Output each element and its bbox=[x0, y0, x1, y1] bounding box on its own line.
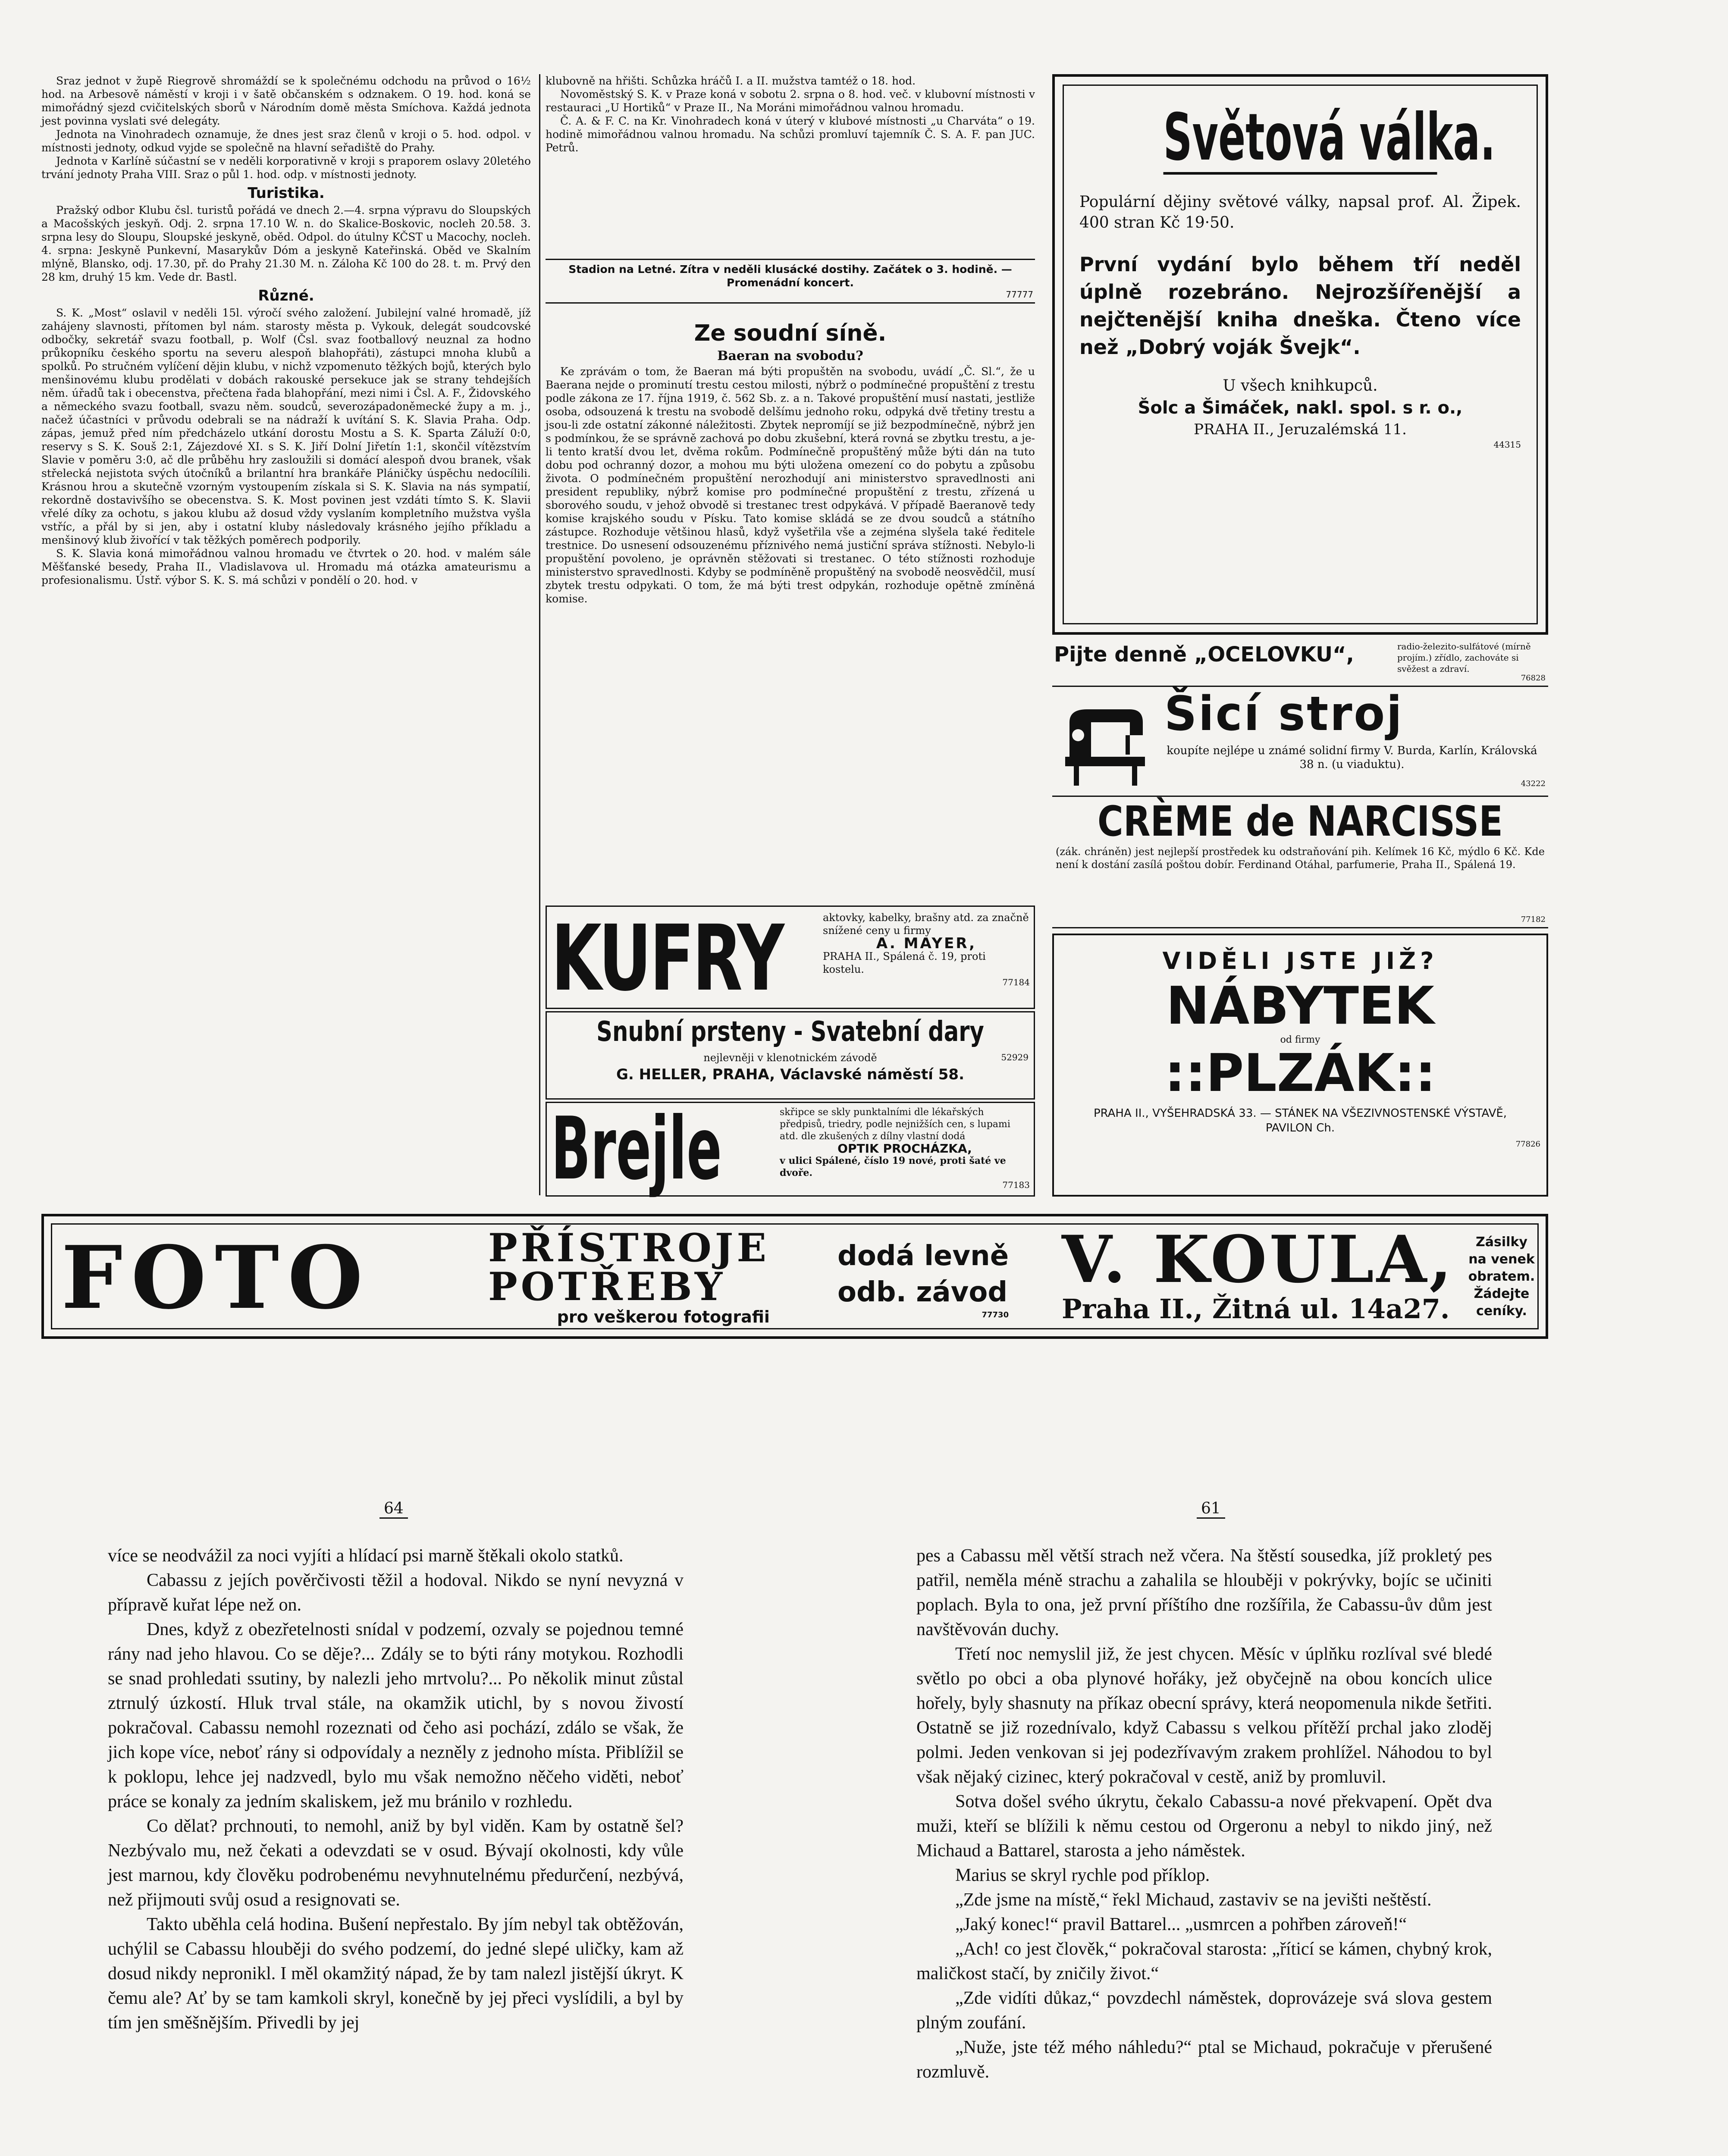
foto-address: Praha II., Žitná ul. 14a27. bbox=[1062, 1293, 1450, 1325]
ocelovka-side: radio-železito-sulfátové (mírně projím.) zřídlo, zachováte si svěžest a zdraví. bbox=[1397, 641, 1531, 674]
foto-doda: dodá levně bbox=[837, 1240, 1009, 1272]
prsteny-number: 52929 bbox=[1001, 1052, 1029, 1062]
article-karlin: Jednota v Karlíně súčastní se v neděli korporativně v kroji s praporem oslavy 20letého trvání jednoty Praha VIII. Sraz o půl 1. hod. odp. v místnosti jednoty. bbox=[41, 155, 531, 181]
book-paragraph: „Zde vidíti důkaz,“ povzdechl náměstek, doprovázeje svá slova gestem plným zoufání. bbox=[916, 1988, 1492, 2033]
creme-number: 77182 bbox=[1521, 915, 1546, 924]
nabytek-name: ::PLZÁK:: bbox=[1164, 1044, 1436, 1103]
creme-text: (zák. chráněn) jest nejlepší prostředek ku odstraňování pih. Kelímek 16 Kč, mýdlo 6 Kč. Kde není k dostání zasílá poštou dobír. Ferdinand Otáhal, parfumerie, Praha II., Spálená 19. bbox=[1056, 846, 1545, 871]
book-paragraph: „Jaký konec!“ pravil Battarel... „usmrcen a pohřben zároveň!“ bbox=[955, 1915, 1407, 1934]
ad-brejle bbox=[546, 1099, 1035, 1199]
book-paragraph: „Nuže, jste též mého náhledu?“ ptal se Michaud, pokračuje v přerušené rozmluvě. bbox=[916, 2037, 1492, 2082]
nabytek-line1: VIDĚLI JSTE JIŽ? bbox=[1162, 947, 1438, 975]
court-section bbox=[546, 319, 1035, 605]
brejle-number: 77183 bbox=[1002, 1180, 1030, 1190]
article-sk-slavia: S. K. Slavia koná mimořádnou valnou hromadu ve čtvrtek o 20. hod. v malém sále Měšťanské besedy, Praha II., Vladislavova ul. Hromadu má otázka amateurismu a profesionalismu. Ústř. výbor S. K. S. má schůzi v pondělí o 20. hod. v bbox=[41, 547, 531, 586]
article-riegrova: Sraz jednot v župě Riegrově shromáždí se k společnému odchodu na průvod o 16½ hod. na Arbesově náměstí v kroji i v šatě občanském s odznakem. O 19. hod. koná se mimořádný sjezd cvičitelských sborů v Národním domě města Smíchova. Každá jednota jest povinna vyslati své delegáty. bbox=[41, 75, 531, 127]
sici-text: koupíte nejlépe u známé solidní firmy V. Burda, Karlín, Královská 38 n. (u viaduktu). bbox=[1167, 744, 1537, 771]
article-caf: Č. A. & F. C. na Kr. Vinohradech koná v úterý v klubové místnosti „u Charváta“ o 19. hodině mimořádnou valnou hromadu. Na schůzi promluví tajemník Č. S. A. F. pan JUC. Petrů. bbox=[546, 115, 1035, 154]
article-turiste: Pražský odbor Klubu čsl. turistů pořádá ve dnech 2.—4. srpna výpravu do Sloupských a Macošských jeskyň. Odj. 2. srpna 17.10 W. n. do Skalice-Boskovic, nocleh 20.58. 3. srpna lesy do Sloupu, Sloupské jeskyně, oběd. Odpol. do útulny KČST u Macochy, nocleh. 4. srpna: Jeskyně Punkevní, Masarykův Dóm a jeskyně Kateřinská. Oběd ve Skalním mlýně, Blansko, odj. 17.30, př. do Prahy 21.30 M. n. Záloha Kč 100 do 28. t. m. Prvý den 28 km, druhý 15 km. Vede dr. Bastl. bbox=[41, 204, 531, 283]
kufry-word: KUFRY bbox=[551, 906, 783, 1011]
foto-line2: POTŘEBY bbox=[488, 1264, 726, 1310]
article-baeran: Ke zprávám o tom, že Baeran má býti propuštěn na svobodu, uvádí „Č. Sl.“, že u Baerana nejde o prominutí trestu cestou milosti, nýbrž o podmínečné propuštění z trestu podle zákona ze 17. října 1919, č. 562 Sb. z. a n. Takové propuštění musí nastati, jestliže osoba, odsouzená k trestu na svobodě delšímu jednoho roku, odpyká dvě třetiny trestu a jsou-li zde ostatní zákonné náležitosti. Zbytek nepromíjí se již bezpodmínečně, nýbrž jen s podmínkou, že se správně zachová po dobu zkušební, která rovná se zbytku trestu, a je-li tento kratší dvou let, dvěma rokům. Podmínečně propuštěný může býti dán na tuto dobu pod ochranný dozor, a mohou mu býti uložena omezení co do pobytu a způsobu života. O podmínečném propuštění nerozhodují ani ministerstvo spravedlnosti ani president republiky, nýbrž komise pro podmínečné propuštění z trestu, zřízená u sborového soudu, v jehož obvodě si trestanec trest odpykává. V případě Baeranově tedy komise krajského soudu v Písku. Tato komise skládá se ze dvou soudců a státního zástupce. Rozhoduje většinou hlasů, když vyšetřila vše a zejména slyšela také ředitele trestnice. Do usnesení odsouzenému příznivého nemá justiční správa stížnosti. Nebylo-li propuštění povoleno, je oprávněn stěžovati si trestanec. O této stížnosti rozhoduje ministerstvo spravedlnosti. Kdyby se podmíněně propuštěný na svobodě neosvědčil, musí zbytek trestu odpykati. O tom, že má býti trest odpykán, rozhoduje opětně zmíněná komise. bbox=[546, 365, 1035, 605]
kufry-firm: A. MAYER, bbox=[876, 935, 977, 952]
foto-number: 77730 bbox=[982, 1310, 1009, 1319]
article-schuzka: klubovně na hřišti. Schůzka hráčů I. a II. mužstva tamtéž o 18. hod. bbox=[546, 75, 916, 87]
kufry-address: PRAHA II., Spálená č. 19, proti kostelu. bbox=[823, 950, 986, 975]
section-heading-turistika: Turistika. bbox=[248, 185, 325, 202]
prsteny-subtitle: nejlevněji v klenotnickém závodě bbox=[703, 1052, 877, 1064]
court-subheading: Baeran na svobodu? bbox=[717, 348, 863, 364]
news-column-1 bbox=[41, 74, 531, 587]
book-paragraph: Sotva došel svého úkrytu, čekalo Cabassu-a nové překvapení. Opět dva muži, kteří se blížili k němu cestou od Orgeronu a nebyl to nikdo jiný, než Michaud a Battarel, starosta a jeho náměstek. bbox=[916, 1792, 1492, 1861]
ad-prsteny bbox=[546, 1011, 1035, 1100]
kufry-number: 77184 bbox=[1002, 977, 1030, 987]
ad-svetova-valka bbox=[1052, 74, 1548, 635]
sewing-machine-icon bbox=[1061, 705, 1147, 787]
ad-sici-stroj bbox=[1052, 688, 1548, 797]
brejle-word: Brejle bbox=[551, 1099, 722, 1199]
column-divider bbox=[539, 74, 540, 1195]
foto-side: Zásilky na venek obratem. Žádejte ceníky. bbox=[1468, 1235, 1535, 1319]
book-paragraph: více se neodvážil za noci vyjíti a hlídací psi marně štěkali okolo statků. bbox=[108, 1546, 624, 1566]
article-novomestsky: Novoměstský S. K. v Praze koná v sobotu 2. srpna o 8. hod. več. v klubovní místnosti v restauraci „U Hortiků“ v Praze II., Na Moráni mimořádnou valnou hromadu. bbox=[546, 88, 1035, 114]
valka-address: PRAHA II., Jeruzalémská 11. bbox=[1194, 421, 1407, 438]
stadion-number: 77777 bbox=[1006, 289, 1033, 300]
section-heading-ruzne: Různé. bbox=[258, 287, 314, 304]
valka-publisher: Šolc a Šimáček, nakl. spol. s r. o., bbox=[1138, 398, 1463, 418]
ad-foto-koula bbox=[41, 1214, 1548, 1339]
court-heading: Ze soudní síně. bbox=[694, 320, 887, 346]
book-paragraph: „Zde jsme na místě,“ řekl Michaud, zastaviv se na jevišti neštěstí. bbox=[955, 1890, 1432, 1910]
kufry-text: aktovky, kabelky, brašny atd. za značně snížené ceny u firmy bbox=[823, 912, 1029, 937]
book-left-page-number: 64 bbox=[379, 1500, 408, 1519]
prsteny-title: Snubní prsteny - Svatební dary bbox=[596, 1016, 984, 1048]
valka-title: Světová válka. bbox=[1163, 100, 1496, 175]
ocelovka-number: 76828 bbox=[1521, 674, 1546, 683]
creme-title: CRÈME de NARCISSE bbox=[1097, 797, 1503, 846]
book-paragraph: Takto uběhla celá hodina. Bušení nepřestalo. By jím nebyl tak obtěžován, uchýlil se Cabassu hlouběji do svého podzemí, do jedné slepé uličky, kam až dosud nikdy nepronikl. I měl okamžitý nápad, že by tam nalezl jistější úkryt. K čemu ale? Ať by se tam kamkoli skryl, konečně by jej přeci vyslídili, a byl by tím jen směšnějším. Přivedli by jej bbox=[108, 1915, 684, 2033]
valka-number: 44315 bbox=[1493, 439, 1521, 450]
book-paragraph: Cabassu z jejích pověrčivosti těžil a hodoval. Nikdo se nyní nevyzná v přípravě kuřat lépe než on. bbox=[108, 1570, 684, 1615]
news-column-2 bbox=[546, 74, 1035, 154]
book-paragraph: Dnes, když z obezřetelnosti snídal v podzemí, ozvaly se pojednou temné rány nad jeho hlavou. Co se děje?... Zdály se to býti rány motykou. Rozhodli se snad prohledati ssutiny, by nalezli jeho mrtvolu?... Po několik minut zůstal ztrnulý úzkostí. Hluk trval stále, na okamžik utichl, by s novou živostí pokračoval. Cabassu nemohl rozeznati od čeho asi pochází, zdálo se však, že jich kope více, neboť rány si odpovídaly a nezněly z jednoho místa. Přiblížil se k poklopu, lehce jej nadzvedl, bylo mu však nemožno něčeho viděti, neboť práce se konaly za jedním skaliskem, jež mu bránilo v rozhledu. bbox=[108, 1620, 684, 1811]
brejle-text: skřipce se skly punktalními dle lékařských předpisů, triedry, podle nejnižších cen, s lupami atd. dle zkušených z dílny vlastní dodá bbox=[780, 1107, 1010, 1142]
article-vinohrady: Jednota na Vinohradech oznamuje, že dnes jest sraz členů v kroji o 5. hod. odpol. v místnosti jednoty, odkud vyjde se společně na hlavní seřadiště do Prahy. bbox=[41, 128, 531, 154]
nabytek-address: PRAHA II., VYŠEHRADSKÁ 33. — STÁNEK NA VŠEZIVNOSTENSKÉ VÝSTAVĚ, PAVILON Ch. bbox=[1093, 1107, 1507, 1134]
foto-name: V. KOULA, bbox=[1062, 1222, 1455, 1297]
nabytek-firm-label: od firmy bbox=[1280, 1034, 1320, 1045]
foto-line1: PŘÍSTROJE bbox=[488, 1225, 770, 1271]
foto-odb: odb. závod bbox=[837, 1276, 1008, 1308]
sici-title: Šicí stroj bbox=[1164, 686, 1404, 741]
nabytek-title: NÁBYTEK bbox=[1166, 976, 1434, 1036]
book-left-page bbox=[108, 1544, 684, 2035]
stadion-notice bbox=[546, 259, 1035, 304]
foto-word: FOTO bbox=[61, 1227, 372, 1329]
book-paragraph: Marius se skryl rychle pod příklop. bbox=[955, 1865, 1210, 1885]
sici-number: 43222 bbox=[1521, 779, 1546, 788]
article-sk-most: S. K. „Most“ oslavil v neděli 15l. výročí svého založení. Jubilejní valné hromadě, jíž zahájeny slavnosti, přítomen byl nám. starosty města p. Vykouk, delegát soudcovské odbočky, sekretář svazu football, p. Wolf (Čsl. svaz footballový neuznal za hodno průkopníku českého sportu na severu alespoň blahopřáti), zástupci mnoha klubů a spolků. Po stručném vylíčení dějin klubu, v nichž vzpomenuto těžkých bojů, kterých bylo menšinovému klubu prodělati v dobách rakouské persekuce jak se strany tehdejších něm. úřadů tak i obecenstva, přečtena řada blahopřání, mezi nimi i Čsl. A. F., Židovského a německého svazu football, svazu něm. soudců, severozápadoněmecké župy a m. j., načež účastníci v průvodu odebrali se na nádraží k uvítání S. K. Slavia Praha. Odp. zápas, jemuž před ním předcházelo utkání dorostu Mostu a S. K. Sparta Záluží 0:0, reservy s S. K. Souš 2:1, Zájezdové XI. s S. K. Jiří Dolní Jiřetín 1:1, skončil vítězstvím Slavie v poměru 3:0, ač dle průběhu hry zasloužili si domácí alespoň dvou branek, však střelecká nejistota svých útočníků a brilantní hra brankáře Pláničky úspěchu nedocílili. Krásnou hrou a skutečně vzorným vystoupením získala si S. K. Slavia na nás sympatií, rekordně dostavivšího se obecenstva. S. K. Most povinen jest vzdáti tímto S. K. Slavii vřelé díky za ochotu, s jakou klubu až dosud vždy vyslaním kompletního mužstva vyšla vstříc, a přál by si jen, aby i ostatní kluby následovaly krásného jejího příkladu a menšinový klub živořící v tak těžkých poměrech podporily. bbox=[41, 307, 531, 546]
valka-description: Populární dějiny světové války, napsal prof. Al. Žipek. 400 stran Kč 19·50. bbox=[1079, 193, 1521, 232]
valka-availability: U všech knihkupců. bbox=[1223, 377, 1378, 395]
ad-ocelovka bbox=[1052, 638, 1548, 687]
brejle-address: v ulici Spálené, číslo 19 nové, proti šaté ve dvoře. bbox=[780, 1155, 1006, 1178]
book-paragraph: Třetí noc nemyslil již, že jest chycen. Měsíc v úplňku rozlíval své bledé světlo po obci a oba plynové hořáky, jež obyčejně na obou koncích ulice hořely, byly shasnuty na příkaz obecní správy, která neopomenula nikde šetřiti. Ostatně se již rozednívalo, když Cabassu s velkou přítěží prchal jako zloděj polmi. Jeden venkovan si jej podezřívavým zrakem prohlížel. Náhodou to byl však nějaký cizinec, který pokračoval v cestě, aniž by promluvil. bbox=[916, 1644, 1492, 1787]
ad-creme-narcisse bbox=[1052, 798, 1548, 928]
ad-kufry bbox=[546, 906, 1035, 1009]
book-paragraph: „Ach! co jest člověk,“ pokračoval starosta: „říticí se kámen, chybný krok, maličkost stačí, by zničily život.“ bbox=[916, 1939, 1492, 1984]
book-paragraph: Co dělat? prchnouti, to nemohl, aniž by byl viděn. Kam by ostatně šel? Nezbývalo mu, než čekati a odevzdati se v osud. Bývají okolnosti, kdy vůle jest marnou, kdy člověku podrobenému nevyhnutelnému předurčení, nezbývá, než přijmouti svůj osud a resignovati se. bbox=[108, 1816, 684, 1910]
book-right-page bbox=[916, 1544, 1492, 2084]
nabytek-number: 77826 bbox=[1515, 1140, 1540, 1149]
prsteny-address: G. HELLER, PRAHA, Václavské náměstí 58. bbox=[616, 1066, 965, 1083]
book-right-page-number: 61 bbox=[1197, 1500, 1225, 1519]
brejle-firm: OPTIK PROCHÁZKA, bbox=[837, 1141, 972, 1156]
foto-line3: pro veškerou fotografii bbox=[557, 1307, 770, 1326]
book-paragraph: pes a Cabassu měl větší strach než včera. Na štěstí sousedka, jíž prokletý pes patřil, neměla méně strachu a zahalila se hlouběji v pokrývky, bojíc se učiniti poplach. Byla to ona, jež první příštího dne rozšířila, že Cabassu-ův dům jest navštěvován duchy. bbox=[916, 1546, 1492, 1639]
ad-nabytek-plzak bbox=[1052, 934, 1548, 1197]
ocelovka-main: Pijte denně „OCELOVKU“, bbox=[1054, 642, 1354, 667]
valka-bold-text: První vydání bylo během tří neděl úplně rozebráno. Nejrozšířenější a nejčtenější kniha dneška. Čteno více než „Dobrý voják Švejk“. bbox=[1079, 253, 1521, 359]
stadion-text: Stadion na Letné. Zítra v neděli klusácké dostihy. Začátek o 3. hodině. — Promenádní koncert. bbox=[568, 263, 1012, 289]
